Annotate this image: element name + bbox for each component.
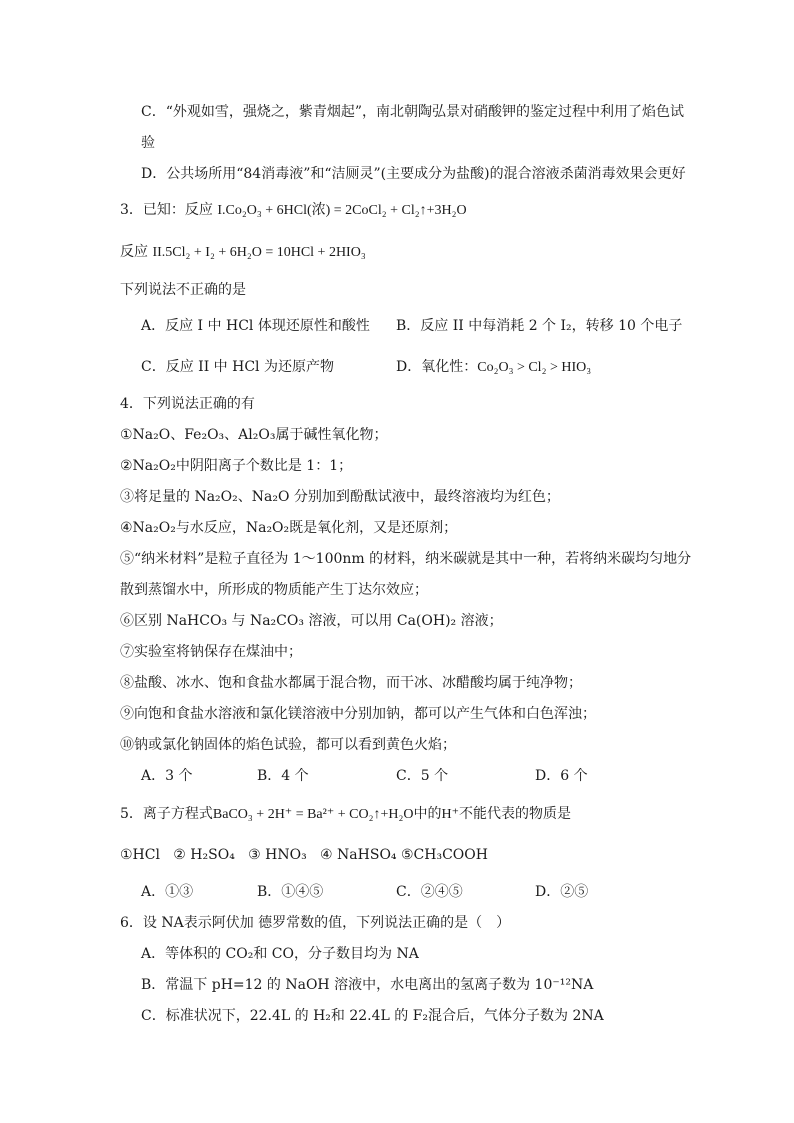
q5-option-c: C．②④⑤ bbox=[396, 884, 463, 900]
q5-stem-suffix: 不能代表的物质是 bbox=[458, 806, 571, 822]
q4-option-b: B．4 个 bbox=[257, 768, 309, 784]
q4-item: ④Na₂O₂与水反应，Na₂O₂既是氧化剂，又是还原剂； bbox=[120, 520, 458, 536]
q5-stem-prefix: 5．离子方程式 bbox=[120, 806, 213, 822]
q4-item: 散到蒸馏水中，所形成的物质能产生丁达尔效应； bbox=[120, 582, 428, 598]
q5-option-a: A．①③ bbox=[141, 884, 194, 900]
q3-reaction-2-line bbox=[120, 242, 366, 263]
q3-reaction-1: I.Co₂O₃ + 6HCl(浓) = 2CoCl₂ + Cl₂↑+3H₂O bbox=[217, 203, 467, 218]
q4-item: ⑥区别 NaHCO₃ 与 Na₂CO₃ 溶液，可以用 Ca(OH)₂ 溶液； bbox=[120, 613, 503, 629]
q4-item: ③将足量的 Na₂O₂、Na₂O 分别加到酚酞试液中，最终溶液均为红色； bbox=[120, 489, 560, 505]
q5-substances: ①HCl ② H₂SO₄ ③ HNO₃ ④ NaHSO₄ ⑤CH₃COOH bbox=[120, 847, 488, 863]
q3-option-b: B．反应 II 中每消耗 2 个 I₂，转移 10 个电子 bbox=[396, 318, 683, 334]
q5-stem bbox=[120, 804, 571, 825]
q5-equation: BaCO₃ + 2H⁺ = Ba²⁺ + CO₂↑+H₂O bbox=[212, 807, 414, 822]
q3-question: 下列说法不正确的是 bbox=[120, 282, 246, 298]
q5-stem-middle: 中的 bbox=[413, 806, 442, 822]
q3-option-c: C．反应 II 中 HCl 为还原产物 bbox=[141, 359, 334, 375]
q5-option-b: B．①④⑤ bbox=[257, 884, 324, 900]
q3-reaction-2-prefix: 反应 bbox=[120, 244, 153, 260]
q4-item: ②Na₂O₂中阴阳离子个数比是 1：1； bbox=[120, 458, 353, 474]
q3-option-d-prefix: D．氧化性： bbox=[396, 359, 478, 375]
q3-stem-prefix: 3．已知：反应 bbox=[120, 202, 218, 218]
q4-option-c: C．5 个 bbox=[396, 768, 449, 784]
q3-option-d bbox=[396, 357, 591, 378]
q6-option-b: B．常温下 pH=12 的 NaOH 溶液中，水电离出的氢离子数为 10⁻¹²NA bbox=[141, 977, 594, 993]
q4-stem: 4．下列说法正确的有 bbox=[120, 396, 255, 412]
q6-stem: 6．设 NA表示阿伏加 德罗常数的值，下列说法正确的是（ ） bbox=[120, 915, 511, 931]
q5-option-d: D．②⑤ bbox=[535, 884, 589, 900]
q2-option-d: D．公共场所用“84消毒液”和“洁厕灵”(主要成分为盐酸)的混合溶液杀菌消毒效果会更好 bbox=[141, 166, 686, 182]
q3-option-a: A．反应 I 中 HCl 体现还原性和酸性 bbox=[141, 318, 370, 334]
q5-hplus: H⁺ bbox=[441, 807, 459, 822]
q4-item: ⑦实验室将钠保存在煤油中； bbox=[120, 644, 302, 660]
q2-option-c-line1: C．“外观如雪，强烧之，紫青烟起”，南北朝陶弘景对硝酸钾的鉴定过程中利用了焰色试 bbox=[141, 104, 685, 120]
q2-option-c-line2: 验 bbox=[141, 135, 155, 151]
q4-option-a: A．3 个 bbox=[141, 768, 193, 784]
q3-reaction-2: II.5Cl₂ + I₂ + 6H₂O = 10HCl + 2HIO₃ bbox=[152, 245, 366, 260]
q4-item: ①Na₂O、Fe₂O₃、Al₂O₃属于碱性氧化物； bbox=[120, 427, 388, 443]
q4-item: ⑤“纳米材料”是粒子直径为 1～100nm 的材料，纳米碳就是其中一种，若将纳米碳均匀地分 bbox=[120, 551, 692, 567]
q3-option-d-formula: Co₂O₃ > Cl₂ > HIO₃ bbox=[477, 360, 592, 375]
q6-option-c: C．标准状况下，22.4L 的 H₂和 22.4L 的 F₂混合后，气体分子数为 2NA bbox=[141, 1008, 604, 1024]
q4-item: ⑧盐酸、冰水、饱和食盐水都属于混合物，而干冰、冰醋酸均属于纯净物； bbox=[120, 675, 582, 691]
q4-item: ⑨向饱和食盐水溶液和氯化镁溶液中分别加钠，都可以产生气体和白色浑浊； bbox=[120, 706, 596, 722]
q4-option-d: D．6 个 bbox=[535, 768, 588, 784]
q3-stem bbox=[120, 200, 467, 221]
q4-item: ⑩钠或氯化钠固体的焰色试验，都可以看到黄色火焰； bbox=[120, 737, 456, 753]
q6-option-a: A．等体积的 CO₂和 CO，分子数目均为 NA bbox=[141, 946, 419, 962]
